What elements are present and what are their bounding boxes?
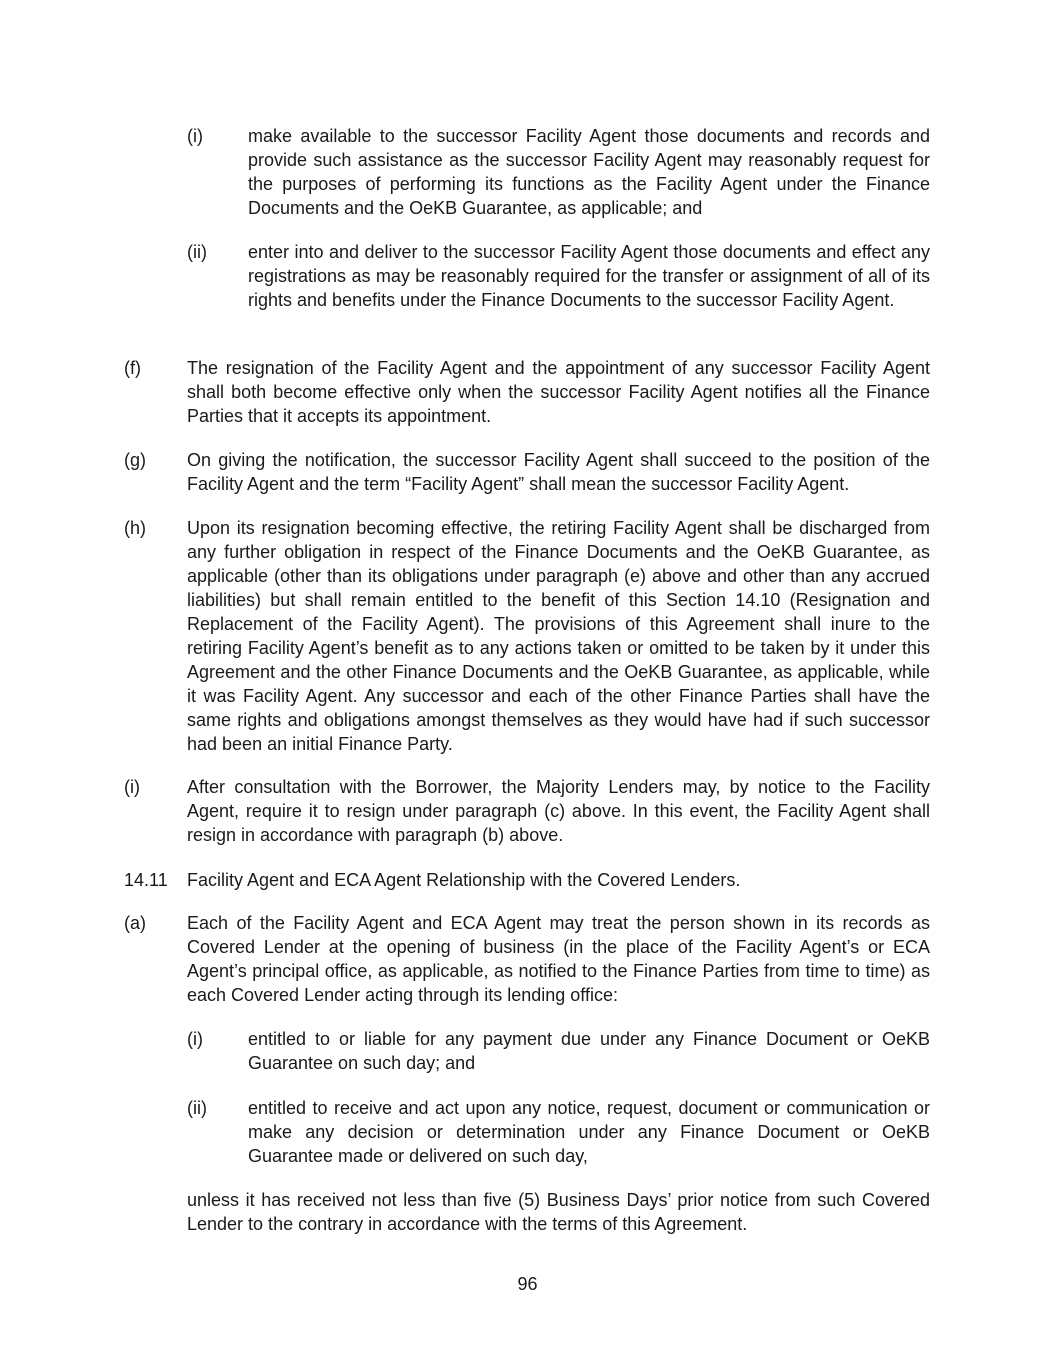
item-text: make available to the successor Facility Agent those documents and records and provide such assistance as the successor Facility Agent may reasonably request for the purposes of performing its functions as the Facility Agent under the Finance Documents and the OeKB Guarantee, as applicable; and (248, 126, 930, 218)
item-label: (ii) (187, 242, 207, 262)
paragraph-text: On giving the notification, the successor Facility Agent shall succeed to the position of the Facility Agent and the term “Facility Agent” shall mean the successor Facility Agent. (187, 450, 930, 494)
closing-paragraph: unless it has received not less than five (5) Business Days’ prior notice from such Covered Lender to the contrary in accordance with the terms of this Agreement. (187, 1190, 930, 1234)
section-heading: Facility Agent and ECA Agent Relationship with the Covered Lenders. (187, 870, 741, 890)
section-number: 14.11 (124, 870, 168, 890)
item-text: entitled to receive and act upon any notice, request, document or communication or make any decision or determination under any Finance Document or OeKB Guarantee made or delivered on such day, (248, 1098, 930, 1166)
item-text: enter into and deliver to the successor Facility Agent those documents and effect any registrations as may be reasonably required for the transfer or assignment of all of its rights and benefits under the Finance Documents to the successor Facility Agent. (248, 242, 930, 310)
paragraph-text: The resignation of the Facility Agent and the appointment of any successor Facility Agent shall both become effective only when the successor Facility Agent notifies all the Finance Parties that it accepts its appointment. (187, 358, 930, 426)
paragraph-label: (i) (124, 777, 140, 797)
paragraph-text: Each of the Facility Agent and ECA Agent may treat the person shown in its records as Covered Lender at the opening of business (in the place of the Facility Agent’s or ECA Agent’s principal office, as applicable, as notified to the Finance Parties from time to time) as each Covered Lender acting through its lending office: (187, 913, 930, 1005)
paragraph-label: (f) (124, 358, 141, 378)
item-label: (i) (187, 1029, 203, 1049)
paragraph-label: (g) (124, 450, 146, 470)
paragraph-label: (a) (124, 913, 146, 933)
paragraph-text: After consultation with the Borrower, the Majority Lenders may, by notice to the Facility Agent, require it to resign under paragraph (c) above. In this event, the Facility Agent shall resign in accordance with paragraph (b) above. (187, 777, 930, 845)
page-number: 96 (517, 1274, 538, 1294)
item-label: (i) (187, 126, 203, 146)
paragraph-text: Upon its resignation becoming effective, the retiring Facility Agent shall be discharged from any further obligation in respect of the Finance Documents and the OeKB Guarantee, as applicable (other than its obligations under paragraph (e) above and other than any accrued liabilities) but shall remain entitled to the benefit of this Section 14.10 (Resignation and Replacement of the Facility Agent). The provisions of this Agreement shall inure to the retiring Facility Agent’s benefit as to any actions taken or omitted to be taken by it under this Agreement and the other Finance Documents and the OeKB Guarantee, as applicable, while it was Facility Agent. Any successor and each of the other Finance Parties shall have the same rights and obligations amongst themselves as they would have had if such successor had been an initial Finance Party. (187, 518, 930, 754)
item-text: entitled to or liable for any payment due under any Finance Document or OeKB Guarantee on such day; and (248, 1029, 930, 1073)
paragraph-label: (h) (124, 518, 146, 538)
item-label: (ii) (187, 1098, 207, 1118)
